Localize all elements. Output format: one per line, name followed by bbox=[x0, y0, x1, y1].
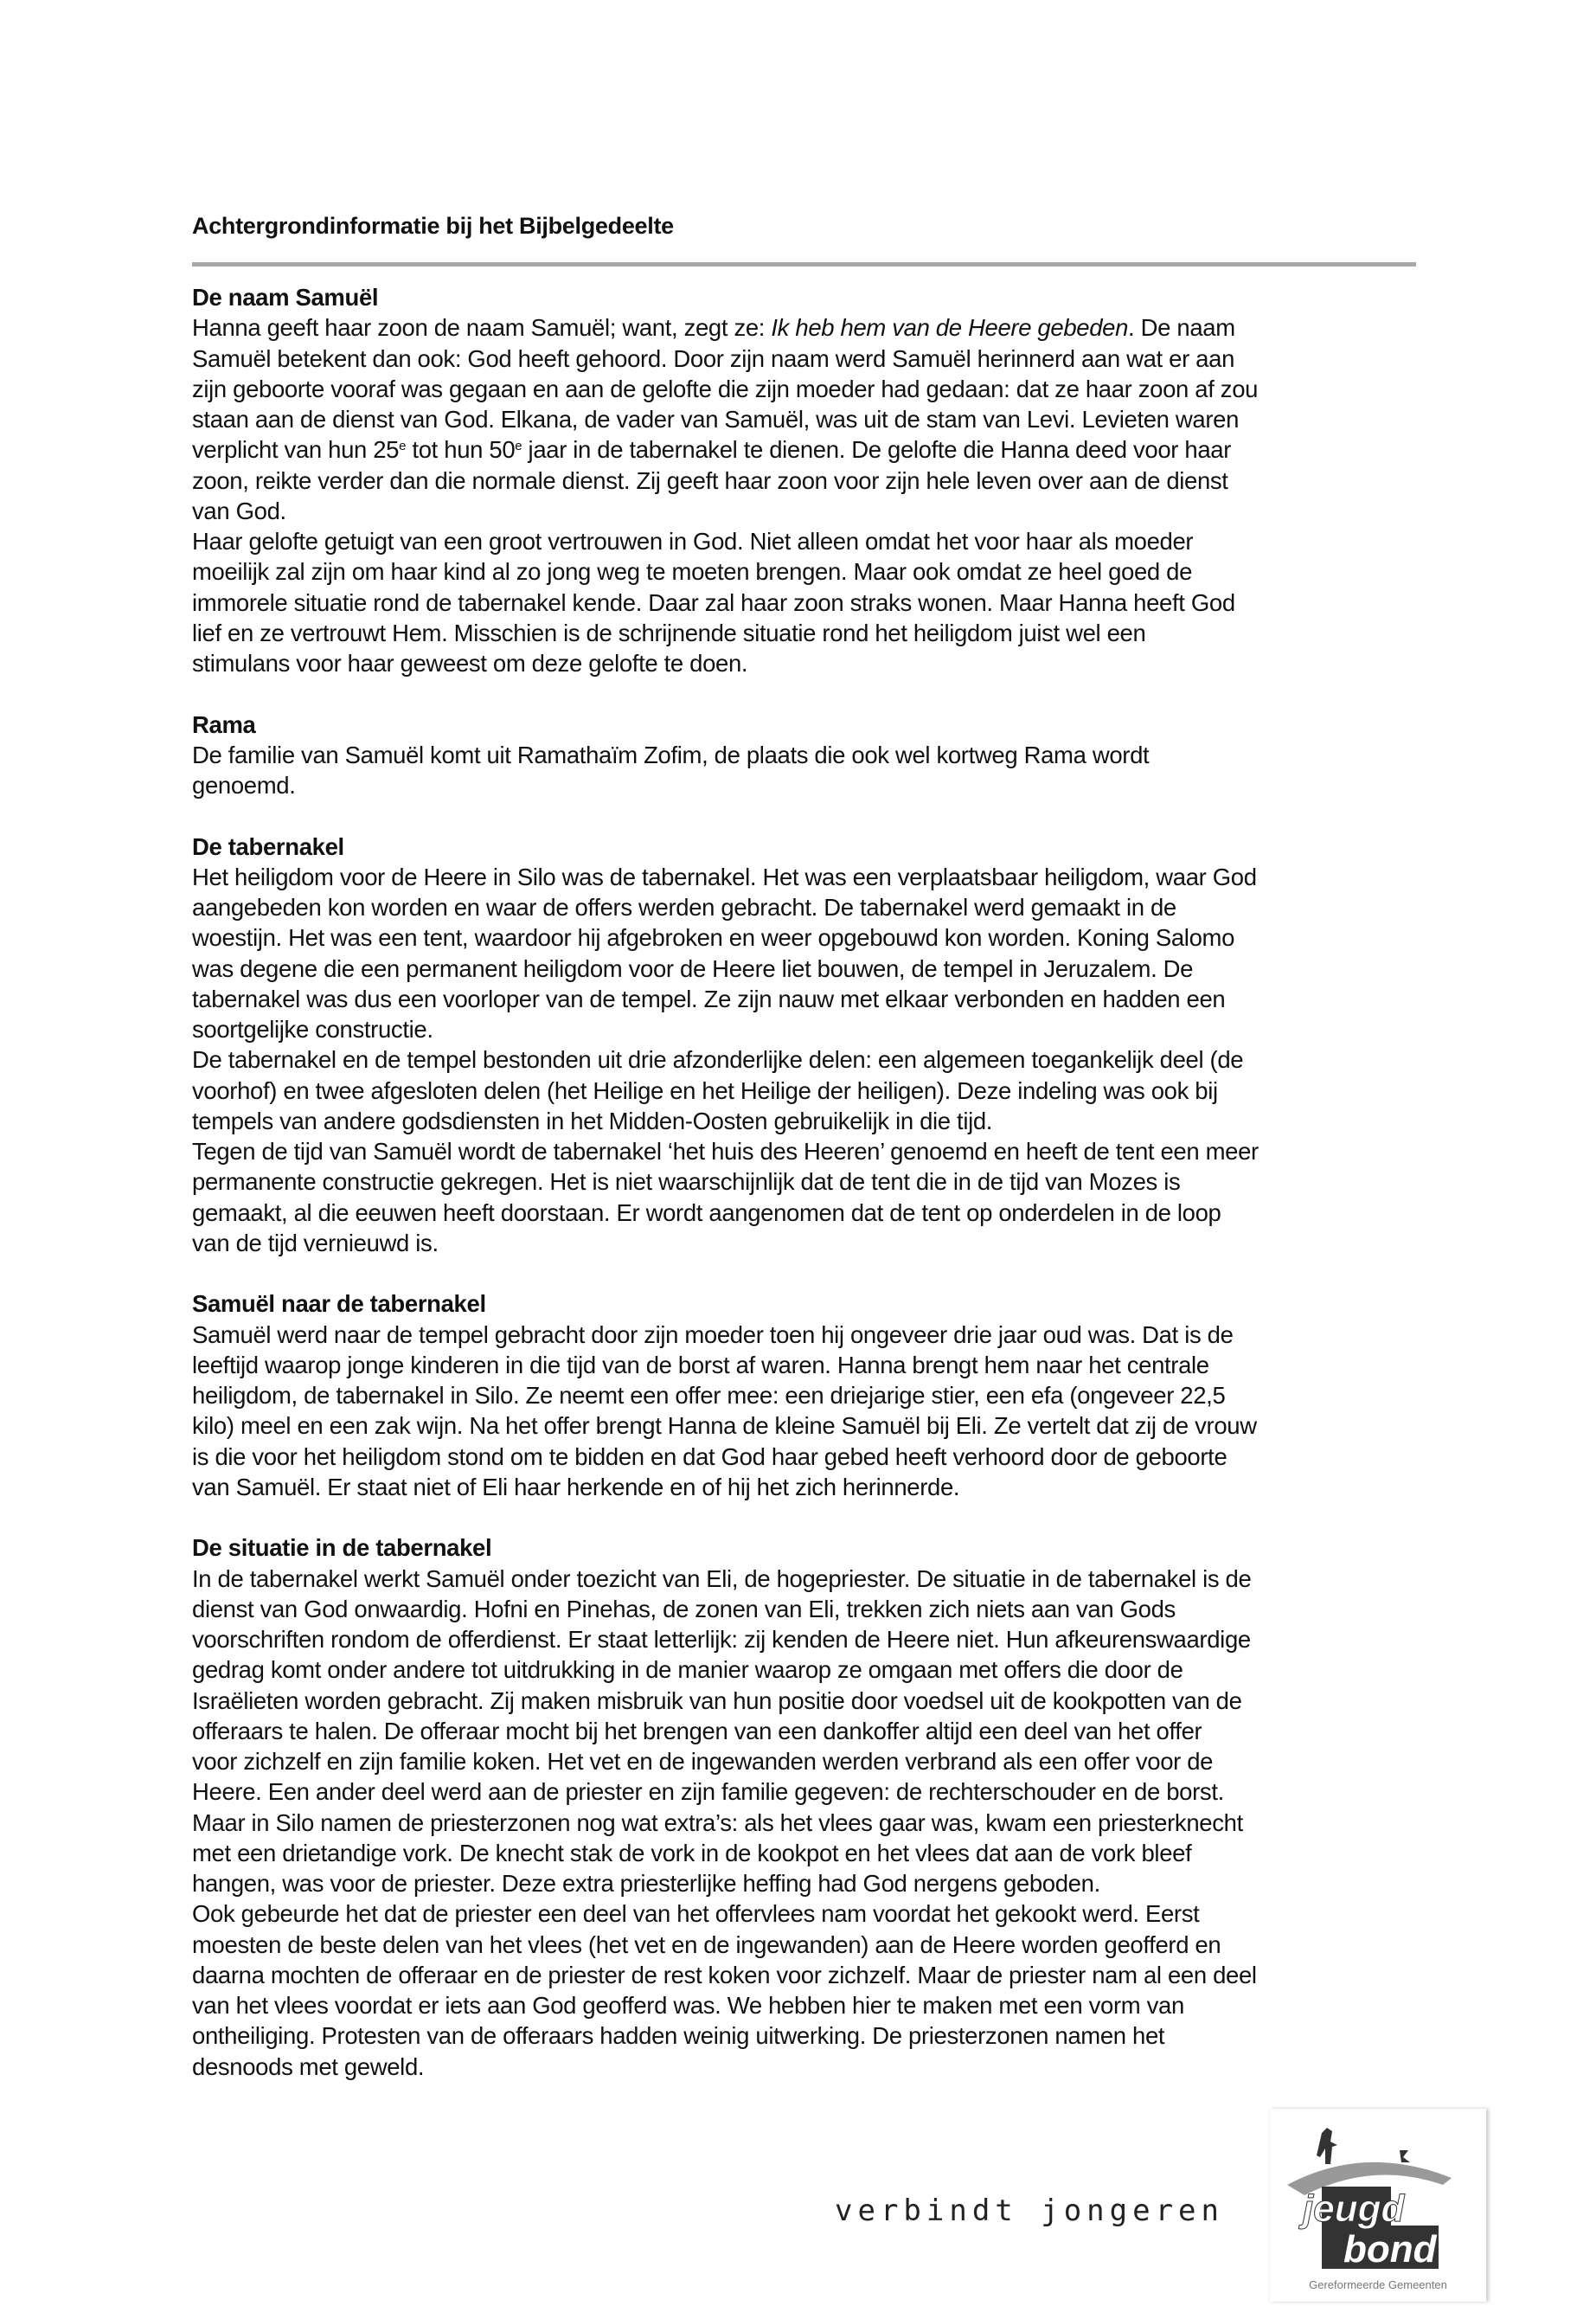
text-line: heiligdom, de tabernakel in Silo. Ze neemt een offer mee: een driejarige stier, een efa (ongeveer 22,5 bbox=[192, 1382, 1226, 1409]
document-body bbox=[192, 282, 1438, 2112]
text-line: Samuël werd naar de tempel gebracht door zijn moeder toen hij ongeveer drie jaar oud was. Dat is de bbox=[192, 1320, 1234, 1348]
section-heading: De situatie in de tabernakel bbox=[192, 1534, 492, 1562]
text-line: leeftijd waarop jonge kinderen in die tijd van de borst af waren. Hanna brengt hem naar het centrale bbox=[192, 1351, 1209, 1378]
section bbox=[192, 1288, 1438, 1502]
lines bbox=[192, 344, 1438, 435]
sections bbox=[192, 710, 1438, 2082]
lines bbox=[192, 466, 1438, 679]
text-line: van het vlees voordat er iets aan God geofferd was. We hebben hier te maken met een vorm van bbox=[192, 1992, 1184, 2019]
text-line: Het heiligdom voor de Heere in Silo was de tabernakel. Het was een verplaatsbaar heiligdom, waar God bbox=[192, 863, 1257, 890]
page-title: Achtergrondinformatie bij het Bijbelgedeelte bbox=[192, 213, 674, 239]
text-line: soortgelijke constructie. bbox=[192, 1016, 433, 1043]
text-line bbox=[192, 434, 1438, 465]
text-line: aangebeden kon worden en waar de offers werden gebracht. De tabernakel werd gemaakt in de bbox=[192, 894, 1176, 921]
jeugdbond-logo bbox=[1270, 2109, 1486, 2302]
text-line: Israëlieten worden gebracht. Zij maken misbruik van hun positie door voedsel uit de kookpotten van de bbox=[192, 1686, 1242, 1714]
text-line: voor zichzelf en zijn familie koken. Het vet en de ingewanden werden verbrand als een offer voor de bbox=[192, 1748, 1214, 1775]
text-line: De familie van Samuël komt uit Ramathaïm Zofim, de plaats die ook wel kortweg Rama wordt bbox=[192, 741, 1150, 768]
text-line: Ook gebeurde het dat de priester een deel van het offervlees nam voordat het gekookt werd. Eerst bbox=[192, 1900, 1200, 1928]
text-line: moesten de beste delen van het vlees (het vet en de ingewanden) aan de Heere worden geofferd en bbox=[192, 1930, 1221, 1958]
text-line: zoon, reikte verder dan die normale dienst. Zij geeft haar zoon voor zijn hele leven over aan de dienst bbox=[192, 466, 1228, 494]
text-line: woestijn. Het was een tent, waardoor hij afgebroken en weer opgebouwd kon worden. Koning Salomo bbox=[192, 924, 1235, 952]
text-line: In de tabernakel werkt Samuël onder toezicht van Eli, de hogepriester. De situatie in de tabernakel is de bbox=[192, 1564, 1252, 1592]
text-line: van de tijd vernieuwd is. bbox=[192, 1229, 439, 1256]
text-line: is die voor het heiligdom stond om te bidden en dat God haar gebed heeft verhoord door de geboorte bbox=[192, 1442, 1227, 1470]
section-de-naam-samuel bbox=[192, 282, 1438, 678]
text-line: Tegen de tijd van Samuël wordt de tabernakel ‘het huis des Heeren’ genoemd en heeft de tent een meer bbox=[192, 1138, 1259, 1165]
text-line: gedrag komt onder andere tot uitdrukking in de manier waarop ze omgaan met offers die door de bbox=[192, 1656, 1183, 1684]
text-line: Maar in Silo namen de priesterzonen nog wat extra’s: als het vlees gaar was, kwam een priesterknecht bbox=[192, 1808, 1243, 1836]
text-line: immorele situatie rond de tabernakel kende. Daar zal haar zoon straks wonen. Maar Hanna heeft God bbox=[192, 588, 1235, 616]
logo-subtitle: Gereformeerde Gemeenten bbox=[1309, 2278, 1447, 2291]
section-heading: Rama bbox=[192, 710, 256, 738]
section-heading: Samuël naar de tabernakel bbox=[192, 1290, 486, 1318]
text: tot hun 50 bbox=[406, 436, 516, 464]
text: . De naam bbox=[1128, 314, 1235, 342]
section-heading: De naam Samuël bbox=[192, 284, 379, 311]
section-heading: De tabernakel bbox=[192, 832, 344, 860]
text-line: genoemd. bbox=[192, 772, 296, 799]
text-line: Haar gelofte getuigt van een groot vertrouwen in God. Niet alleen omdat het voor haar als moeder bbox=[192, 528, 1194, 555]
text-line: daarna mochten de offeraar en de priester de rest koken voor zichzelf. Maar de priester nam al een deel bbox=[192, 1961, 1257, 1988]
divider bbox=[192, 262, 1416, 267]
text-line: tabernakel was dus een voorloper van de tempel. Ze zijn nauw met elkaar verbonden en hadden een bbox=[192, 985, 1226, 1012]
text-line: voorschriften rondom de offerdienst. Er staat letterlijk: zij kenden de Heere niet. Hun afkeurenswaardige bbox=[192, 1626, 1251, 1653]
text-line: permanente constructie gekregen. Het is niet waarschijnlijk dat de tent die in de tijd van Mozes is bbox=[192, 1168, 1181, 1196]
text-line: van Samuël. Er staat niet of Eli haar herkende en of hij het zich herinnerde. bbox=[192, 1473, 960, 1500]
text-line: gemaakt, al die eeuwen heeft doorstaan. Er wordt aangenomen dat de tent op onderdelen in de loop bbox=[192, 1198, 1221, 1226]
text-line: was degene die een permanent heiligdom voor de Heere liet bouwen, de tempel in Jeruzalem. De bbox=[192, 954, 1194, 982]
quote: Ik heb hem van de Heere gebeden bbox=[771, 314, 1129, 342]
text-line: moeilijk zal zijn om haar kind al zo jong weg te moeten brengen. Maar ook omdat ze heel goed de bbox=[192, 558, 1193, 586]
logo-word-bond: bond bbox=[1343, 2228, 1437, 2271]
text-line: lief en ze vertrouwt Hem. Misschien is de schrijnende situatie rond het heiligdom juist wel een bbox=[192, 619, 1146, 646]
logo-figure-small-icon bbox=[1400, 2150, 1410, 2162]
text-line: van God. bbox=[192, 497, 286, 524]
text-line: voorhof) en twee afgesloten delen (het Heilige en het Heilige der heiligen). Deze indeling was ook bij bbox=[192, 1076, 1218, 1104]
text-line: ontheiliging. Protesten van de offeraars hadden weinig uitwerking. De priesterzonen namen het bbox=[192, 2022, 1165, 2050]
text-line: dienst van God onwaardig. Hofni en Pinehas, de zonen van Eli, trekken zich niets aan van Gods bbox=[192, 1595, 1176, 1622]
superscript: e bbox=[399, 439, 407, 454]
logo-word-jeugd: jeugd bbox=[1303, 2187, 1405, 2230]
text: verplicht van hun 25 bbox=[192, 436, 400, 464]
text-line: desnoods met geweld. bbox=[192, 2052, 425, 2080]
text-line: tempels van andere godsdiensten in het Midden-Oosten gebruikelijk in die tijd. bbox=[192, 1107, 993, 1134]
text-line: offeraars te halen. De offeraar mocht bij het brengen van een dankoffer altijd een deel van het offer bbox=[192, 1717, 1202, 1744]
text-line bbox=[192, 312, 1438, 343]
section bbox=[192, 832, 1438, 1259]
text: Hanna geeft haar zoon de naam Samuël; want, zegt ze: bbox=[192, 314, 772, 342]
text-line: hangen, was voor de priester. Deze extra priesterlijke heffing had God nergens geboden. bbox=[192, 1870, 1100, 1897]
text-line: zijn geboorte vooraf was gegaan en aan de gelofte die zijn moeder had gedaan: dat ze haar zoon af zou bbox=[192, 375, 1259, 402]
superscript: e bbox=[515, 439, 522, 454]
text: jaar in de tabernakel te dienen. De gelofte die Hanna deed voor haar bbox=[522, 436, 1232, 464]
text-line: Heere. Een ander deel werd aan de priester en zijn familie gegeven: de rechterschouder en de borst. bbox=[192, 1778, 1224, 1806]
text-line: kilo) meel en een zak wijn. Na het offer brengt Hanna de kleine Samuël bij Eli. Ze vertelt dat zij de vrouw bbox=[192, 1412, 1257, 1440]
tagline-text: verbindt jongeren bbox=[835, 2194, 1224, 2228]
logo-figure-icon bbox=[1317, 2128, 1337, 2164]
text-line: staan aan de dienst van God. Elkana, de vader van Samuël, was uit de stam van Levi. Levieten waren bbox=[192, 406, 1240, 433]
section bbox=[192, 1532, 1438, 2082]
text-line: stimulans voor haar geweest om deze gelofte te doen. bbox=[192, 650, 748, 677]
section bbox=[192, 710, 1438, 801]
tagline-logo bbox=[835, 2187, 1224, 2244]
text-line: met een drietandige vork. De knecht stak de vork in de kookpot en het vlees dat aan de vork bleef bbox=[192, 1839, 1192, 1866]
text-line: De tabernakel en de tempel bestonden uit drie afzonderlijke delen: een algemeen toegankelijk deel (de bbox=[192, 1046, 1244, 1074]
text-line: Samuël betekent dan ook: God heeft gehoord. Door zijn naam werd Samuël herinnerd aan wat er aan bbox=[192, 344, 1235, 372]
